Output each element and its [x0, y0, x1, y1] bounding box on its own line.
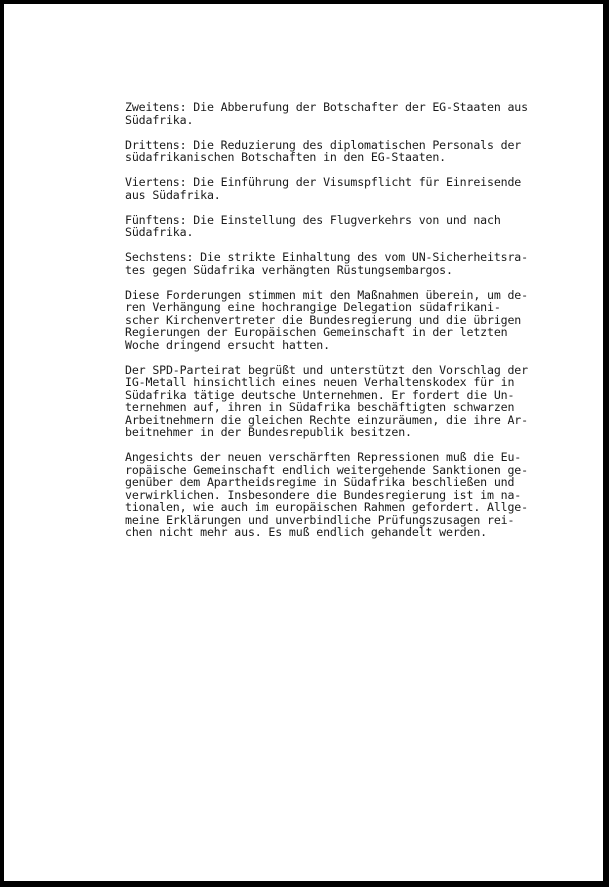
text-line: Woche dringend ersucht hatten.: [125, 337, 330, 352]
paragraph-viertens: [125, 176, 545, 201]
paragraph-fuenftens: [125, 214, 545, 239]
paragraph-drittens: [125, 139, 545, 164]
text-line: IG-Metall hinsichtlich eines neuen Verhaltenskodex für in: [125, 375, 515, 389]
text-line: Regierungen der Europäischen Gemeinschaft in der letzten: [125, 325, 508, 339]
text-line: chen nicht mehr aus. Es muß endlich gehandelt werden.: [125, 525, 487, 539]
text-line: ropäische Gemeinschaft endlich weitergehende Sanktionen ge-: [125, 462, 528, 477]
text-line: südafrikanischen Botschaften in den EG-Staaten.: [125, 150, 447, 164]
text-line: tionalen, wie auch im europäischen Rahmen gefordert. Allge-: [125, 500, 528, 514]
document-page: [4, 4, 603, 881]
text-line: Zweitens: Die Abberufung der Botschafter der EG-Staaten aus: [125, 100, 528, 114]
paragraph-sechstens: [125, 251, 545, 276]
text-line: tes gegen Südafrika verhängten Rüstungsembargos.: [125, 262, 453, 277]
text-line: Arbeitnehmern die gleichen Rechte einzuräumen, die ihre Ar-: [125, 412, 528, 427]
text-line: Südafrika.: [125, 225, 194, 239]
paragraph-forderungen: [125, 289, 545, 352]
text-line: Südafrika tätige deutsche Unternehmen. Er fordert die Un-: [125, 387, 515, 402]
text-line: ren Verhängung eine hochrangige Delegation südafrikani-: [125, 300, 501, 314]
text-line: scher Kirchenvertreter die Bundesregierung und die übrigen: [125, 312, 522, 327]
text-line: Angesichts der neuen verschärften Repressionen muß die Eu-: [125, 450, 522, 464]
text-line: genüber dem Apartheidsregime in Südafrika beschließen und: [125, 475, 515, 489]
text-line: Viertens: Die Einführung der Visumspflicht für Einreisende: [125, 175, 522, 189]
text-line: verwirklichen. Insbesondere die Bundesregierung ist im na-: [125, 487, 522, 502]
text-line: Diese Forderungen stimmen mit den Maßnahmen überein, um de-: [125, 287, 528, 302]
text-line: ternehmen auf, ihren in Südafrika beschäftigten schwarzen: [125, 400, 515, 414]
text-line: aus Südafrika.: [125, 187, 221, 202]
document-body: [125, 101, 545, 551]
paragraph-repressionen: [125, 451, 545, 539]
paragraph-parteirat: [125, 364, 545, 439]
text-line: Der SPD-Parteirat begrüßt und unterstützt den Vorschlag der: [125, 362, 528, 377]
text-line: Drittens: Die Reduzierung des diplomatischen Personals der: [125, 137, 522, 152]
text-line: meine Erklärungen und unverbindliche Prüfungszusagen rei-: [125, 512, 515, 527]
text-line: Fünftens: Die Einstellung des Flugverkehrs von und nach: [125, 212, 501, 227]
text-line: Sechstens: Die strikte Einhaltung des vom UN-Sicherheitsra-: [125, 250, 528, 264]
text-line: Südafrika.: [125, 112, 194, 127]
paragraph-zweitens: [125, 101, 545, 126]
text-line: beitnehmer in der Bundesrepublik besitzen.: [125, 425, 412, 439]
